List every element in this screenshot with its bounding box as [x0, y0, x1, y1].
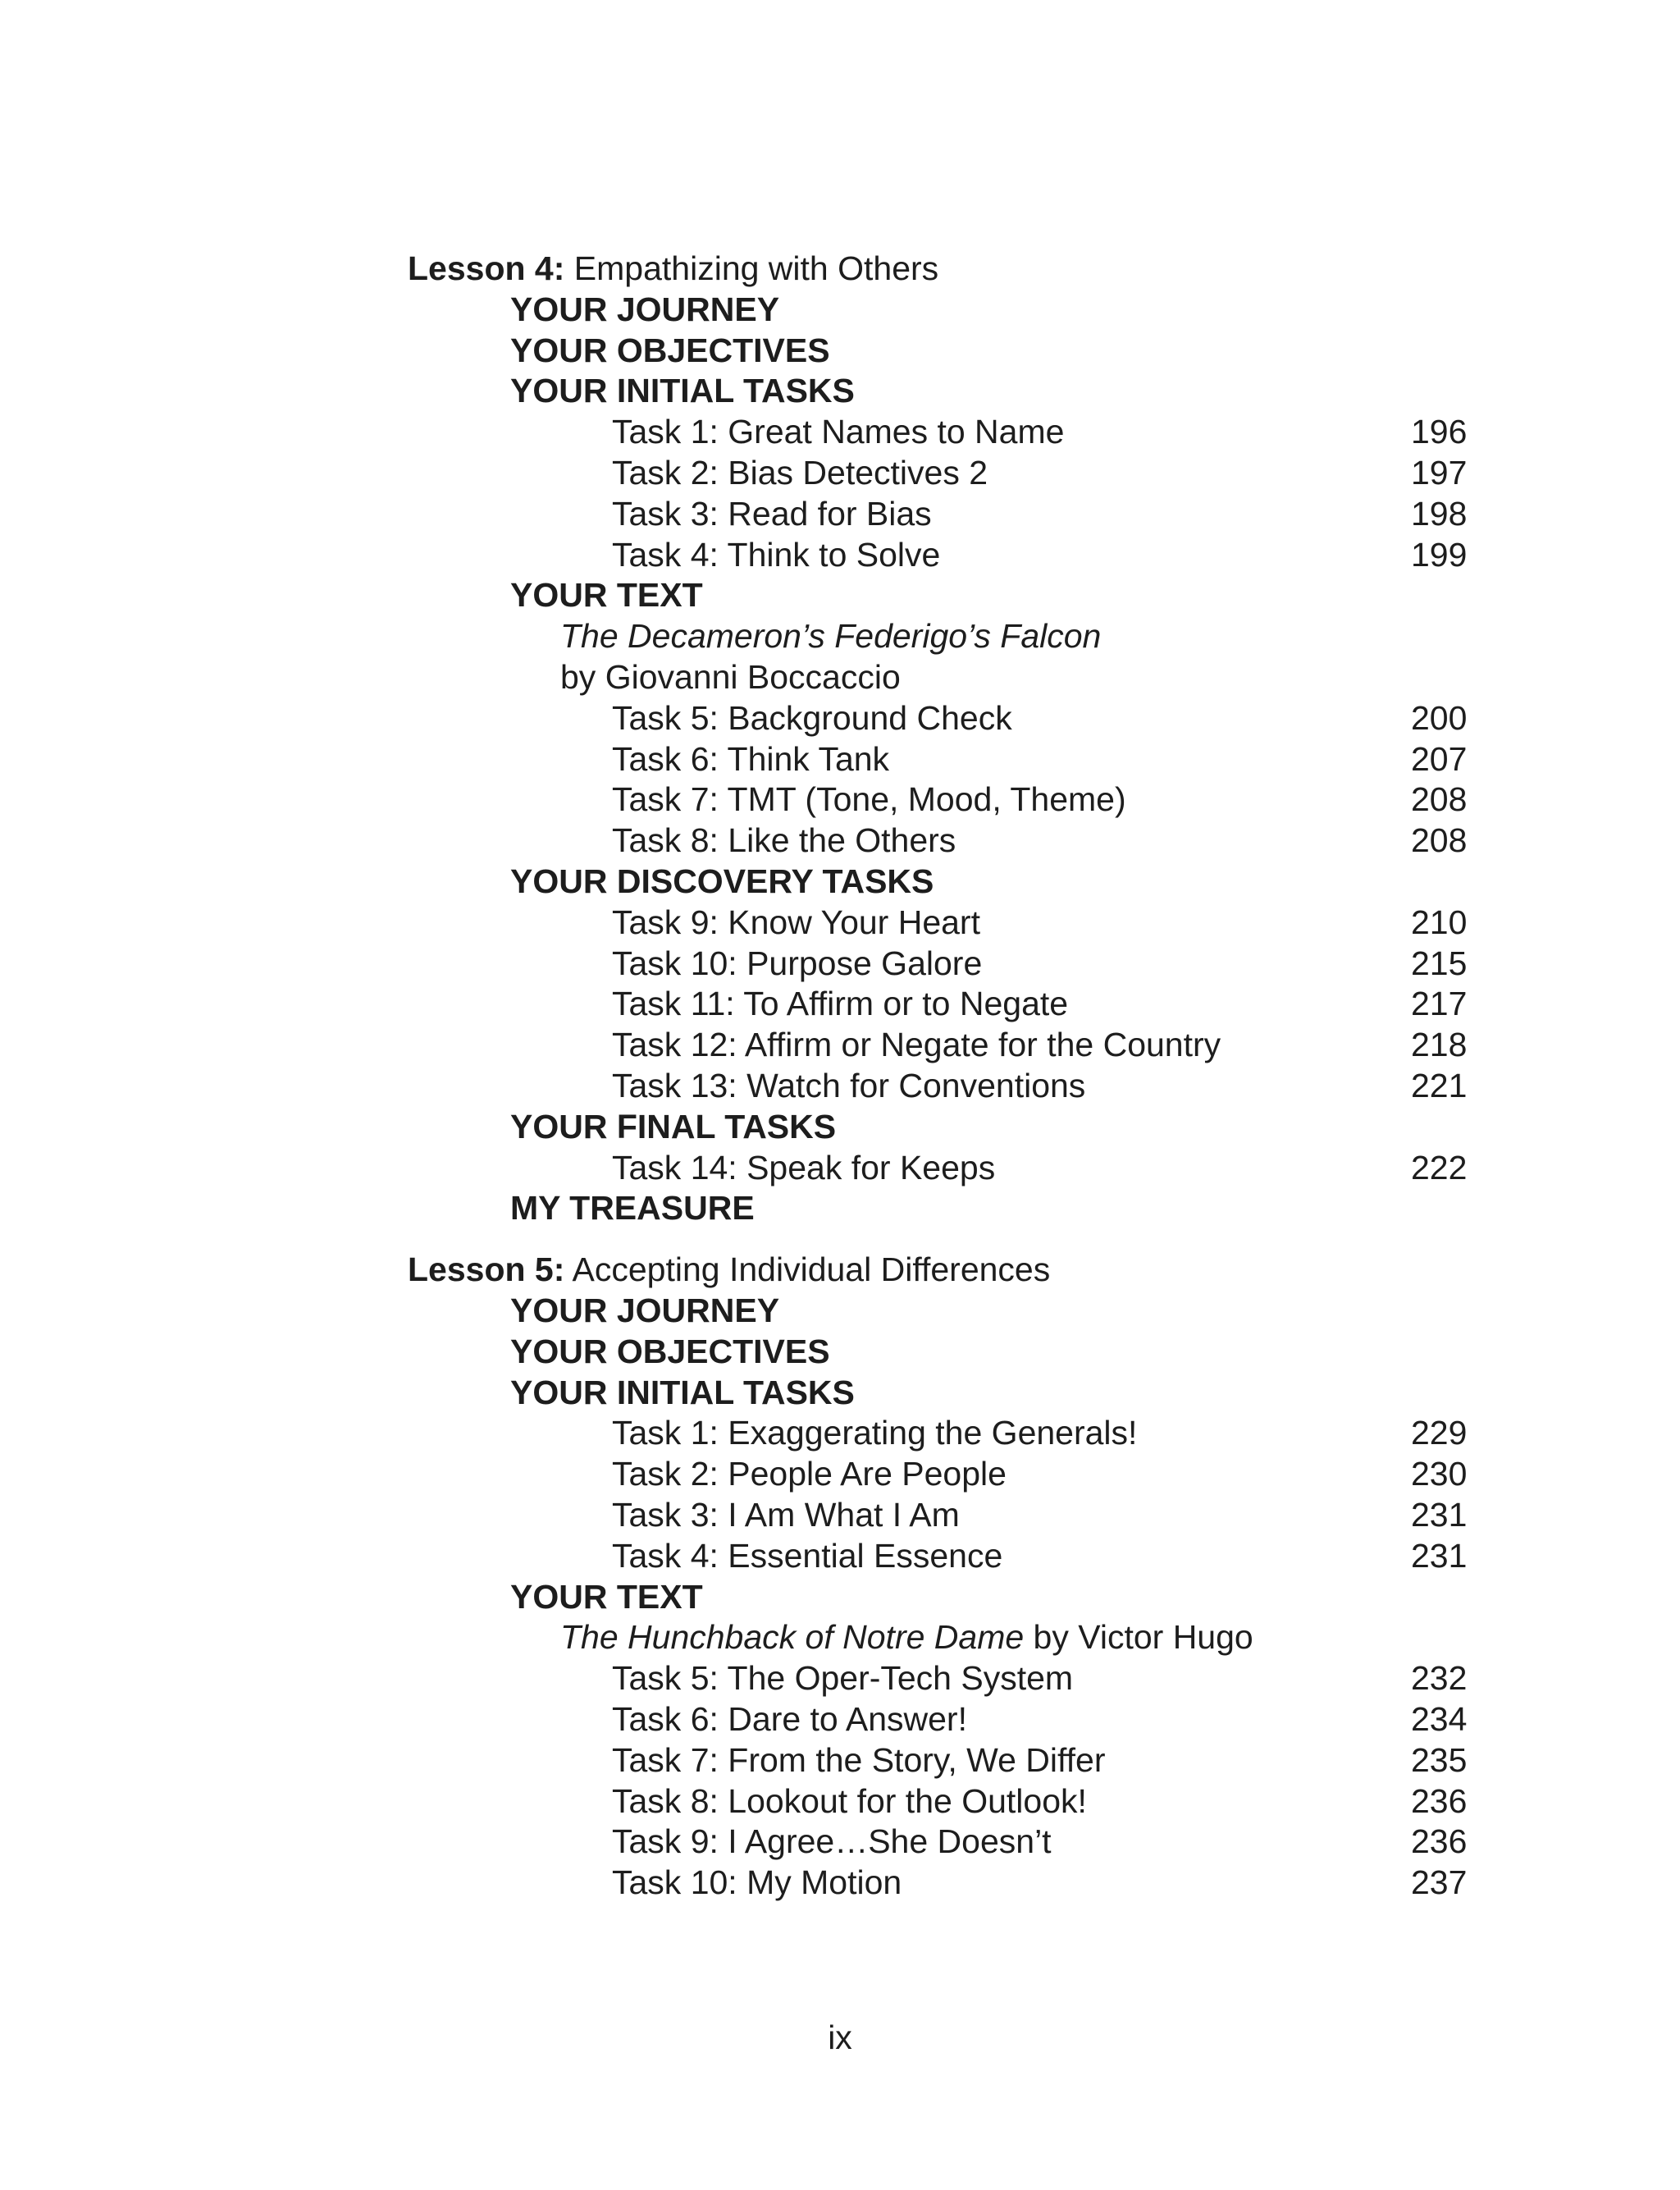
- task-page-number: 231: [1411, 1537, 1468, 1575]
- toc-task-entry: [0, 902, 1680, 943]
- task-page-number: 221: [1411, 1067, 1468, 1104]
- toc-task-entry: [0, 943, 1680, 984]
- toc-task-entry: [0, 411, 1680, 452]
- toc-task-entry: [0, 1862, 1680, 1903]
- task-page-number: 234: [1411, 1700, 1468, 1738]
- task-label: Task 4: Essential Essence: [612, 1537, 1003, 1575]
- task-page-number: 237: [1411, 1863, 1468, 1901]
- toc-task-entry: [0, 1821, 1680, 1862]
- text-title-italic: The Hunchback of Notre Dame: [560, 1618, 1025, 1656]
- task-page-number: 200: [1411, 699, 1468, 737]
- section-heading: [0, 370, 1680, 411]
- task-label: Task 14: Speak for Keeps: [612, 1149, 996, 1186]
- section-label: YOUR INITIAL TASKS: [510, 372, 855, 409]
- task-page-number: 231: [1411, 1496, 1468, 1534]
- task-page-number: 222: [1411, 1149, 1468, 1186]
- section-label: YOUR INITIAL TASKS: [510, 1374, 855, 1411]
- task-page-number: 198: [1411, 495, 1468, 533]
- task-label: Task 8: Lookout for the Outlook!: [612, 1782, 1087, 1820]
- section-label: YOUR JOURNEY: [510, 1292, 780, 1329]
- task-page-number: 208: [1411, 780, 1468, 818]
- section-heading: [0, 1331, 1680, 1372]
- section-label: MY TREASURE: [510, 1189, 755, 1227]
- toc-task-entry: [0, 1535, 1680, 1576]
- task-page-number: 197: [1411, 454, 1468, 491]
- task-label: Task 5: Background Check: [612, 699, 1012, 737]
- section-heading: [0, 574, 1680, 615]
- text-title-italic: The Decameron’s Federigo’s Falcon: [560, 617, 1102, 655]
- task-label: Task 2: People Are People: [612, 1455, 1007, 1493]
- task-label: Task 1: Exaggerating the Generals!: [612, 1414, 1138, 1452]
- lesson-label: [408, 248, 938, 289]
- toc-task-entry: [0, 1740, 1680, 1781]
- lesson-heading: [0, 248, 1680, 289]
- text-author: by Giovanni Boccaccio: [560, 658, 901, 696]
- toc-task-entry: [0, 1699, 1680, 1740]
- task-label: Task 12: Affirm or Negate for the Country: [612, 1026, 1221, 1063]
- toc-task-entry: [0, 738, 1680, 780]
- task-label: Task 7: From the Story, We Differ: [612, 1741, 1106, 1779]
- text-title-label: [560, 1616, 1253, 1657]
- section-label: YOUR OBJECTIVES: [510, 331, 830, 369]
- toc-task-entry: [0, 1453, 1680, 1494]
- section-label: YOUR DISCOVERY TASKS: [510, 862, 934, 900]
- task-page-number: 218: [1411, 1026, 1468, 1063]
- section-label: YOUR TEXT: [510, 576, 703, 614]
- toc-task-entry: [0, 1147, 1680, 1188]
- task-label: Task 13: Watch for Conventions: [612, 1067, 1086, 1104]
- task-label: Task 3: Read for Bias: [612, 495, 932, 533]
- toc-task-entry: [0, 1781, 1680, 1822]
- section-heading: [0, 330, 1680, 371]
- task-label: Task 2: Bias Detectives 2: [612, 454, 988, 491]
- toc-task-entry: [0, 534, 1680, 575]
- page-number: ix: [828, 2019, 852, 2056]
- task-page-number: 217: [1411, 985, 1468, 1022]
- section-label: YOUR FINAL TASKS: [510, 1108, 837, 1145]
- task-label: Task 10: My Motion: [612, 1863, 902, 1901]
- toc-task-entry: [0, 983, 1680, 1024]
- lesson-title: Accepting Individual Differences: [572, 1250, 1051, 1288]
- task-page-number: 196: [1411, 413, 1468, 450]
- task-page-number: 210: [1411, 903, 1468, 941]
- task-label: Task 7: TMT (Tone, Mood, Theme): [612, 780, 1126, 818]
- text-title-line: [0, 615, 1680, 656]
- section-heading: [0, 1290, 1680, 1331]
- lesson-label: [408, 1249, 1050, 1290]
- task-page-number: 199: [1411, 536, 1468, 574]
- lesson-number: Lesson 4:: [408, 249, 565, 287]
- task-label: Task 4: Think to Solve: [612, 536, 941, 574]
- toc-task-entry: [0, 1024, 1680, 1065]
- section-label: YOUR OBJECTIVES: [510, 1333, 830, 1370]
- task-page-number: 215: [1411, 944, 1468, 982]
- task-label: Task 6: Dare to Answer!: [612, 1700, 967, 1738]
- toc-task-entry: [0, 820, 1680, 861]
- task-page-number: 236: [1411, 1782, 1468, 1820]
- text-title-label: [560, 656, 901, 697]
- task-label: Task 11: To Affirm or to Negate: [612, 985, 1069, 1022]
- task-page-number: 208: [1411, 821, 1468, 859]
- section-heading: [0, 861, 1680, 902]
- text-author: by Victor Hugo: [1024, 1618, 1253, 1656]
- task-label: Task 5: The Oper-Tech System: [612, 1659, 1074, 1697]
- toc-task-entry: [0, 1412, 1680, 1453]
- toc-task-entry: [0, 1065, 1680, 1106]
- task-page-number: 232: [1411, 1659, 1468, 1697]
- task-page-number: 235: [1411, 1741, 1468, 1779]
- task-label: Task 9: I Agree…She Doesn’t: [612, 1822, 1052, 1860]
- toc-task-entry: [0, 697, 1680, 738]
- task-label: Task 8: Like the Others: [612, 821, 956, 859]
- toc-task-entry: [0, 452, 1680, 493]
- text-title-line: [0, 1616, 1680, 1657]
- section-heading: [0, 289, 1680, 330]
- task-page-number: 230: [1411, 1455, 1468, 1493]
- task-page-number: 236: [1411, 1822, 1468, 1860]
- task-label: Task 10: Purpose Galore: [612, 944, 983, 982]
- section-heading: [0, 1576, 1680, 1617]
- lesson-heading: [0, 1249, 1680, 1290]
- section-heading: [0, 1106, 1680, 1147]
- text-title-line: [0, 656, 1680, 697]
- section-label: YOUR TEXT: [510, 1578, 703, 1616]
- task-label: Task 9: Know Your Heart: [612, 903, 980, 941]
- section-label: YOUR JOURNEY: [510, 290, 780, 328]
- toc-task-entry: [0, 1657, 1680, 1699]
- lesson-number: Lesson 5:: [408, 1250, 565, 1288]
- lesson-title: Empathizing with Others: [573, 249, 939, 287]
- section-heading: [0, 1372, 1680, 1413]
- task-page-number: 229: [1411, 1414, 1468, 1452]
- task-label: Task 6: Think Tank: [612, 740, 890, 778]
- toc-task-entry: [0, 1494, 1680, 1535]
- text-title-label: [560, 615, 1101, 656]
- task-label: Task 1: Great Names to Name: [612, 413, 1065, 450]
- toc-task-entry: [0, 493, 1680, 534]
- section-heading: [0, 1187, 1680, 1228]
- toc-task-entry: [0, 779, 1680, 820]
- task-label: Task 3: I Am What I Am: [612, 1496, 960, 1534]
- task-page-number: 207: [1411, 740, 1468, 778]
